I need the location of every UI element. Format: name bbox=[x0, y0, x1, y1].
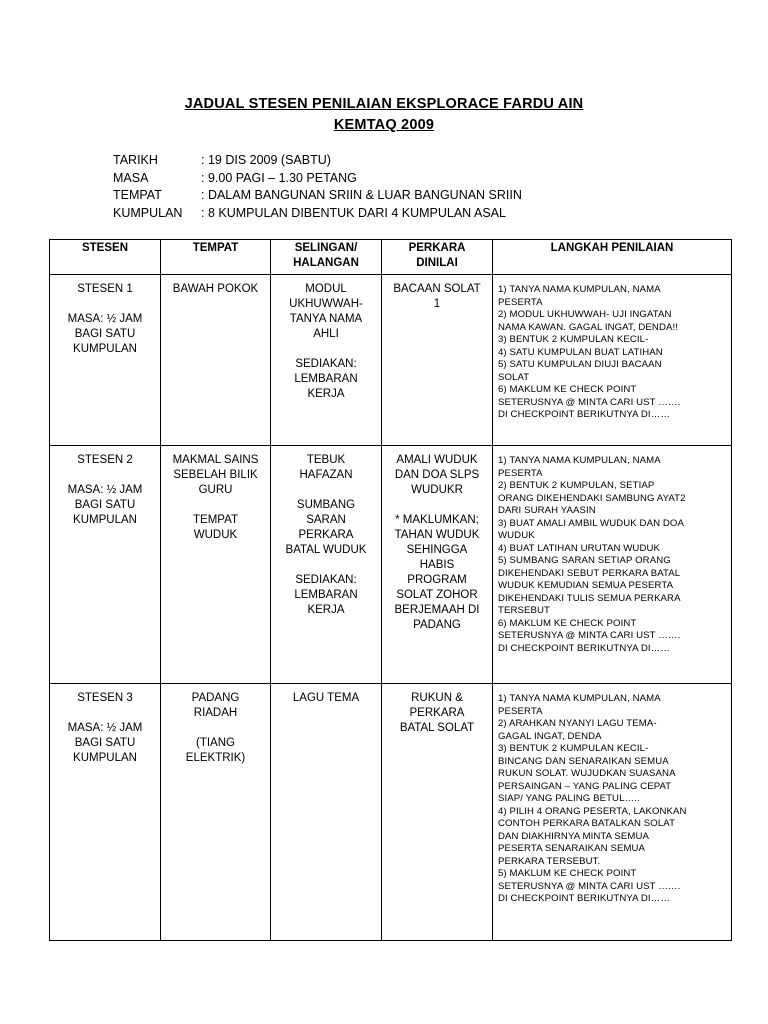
cell-line: DI CHECKPOINT BERIKUTNYA DI…… bbox=[498, 642, 671, 654]
cell-line: KUMPULAN bbox=[73, 752, 137, 764]
cell-line: HAFAZAN bbox=[299, 469, 353, 481]
cell-line: 2) ARAHKAN NYANYI LAGU TEMA- bbox=[498, 718, 657, 729]
info-row-tarikh bbox=[113, 152, 522, 170]
cell-line: RUKUN SOLAT. WUJUDKAN SUASANA bbox=[498, 768, 676, 779]
cell-line: STESEN 2 bbox=[77, 454, 133, 466]
table-row bbox=[50, 684, 732, 941]
tempat-cell bbox=[161, 275, 271, 446]
cell-line bbox=[274, 483, 378, 498]
cell-line: GURU bbox=[198, 484, 233, 496]
header-stesen: STESEN bbox=[50, 240, 161, 275]
document-subtitle: KEMTAQ 2009 bbox=[333, 117, 435, 133]
info-row-kumpulan bbox=[113, 205, 522, 223]
perkara-cell bbox=[382, 446, 493, 684]
document-title: JADUAL STESEN PENILAIAN EKSPLORACE FARDU AIN bbox=[184, 96, 584, 112]
info-value: : 19 DIS 2009 (SABTU) bbox=[201, 153, 331, 167]
table-header-row bbox=[50, 240, 732, 275]
cell-line: GAGAL INGAT, DENDA bbox=[498, 730, 602, 742]
header-perkara: PERKARA DINILAI bbox=[382, 240, 493, 275]
cell-line: BAGI SATU bbox=[74, 328, 136, 340]
stesen-cell bbox=[50, 446, 161, 684]
cell-line: SEDIAKAN: bbox=[295, 358, 357, 370]
cell-line: STESEN 3 bbox=[77, 692, 133, 704]
cell-line: 3) BUAT AMALI AMBIL WUDUK DAN DOA bbox=[498, 517, 684, 529]
cell-line: 5) SUMBANG SARAN SETIAP ORANG bbox=[498, 555, 671, 566]
cell-line: KUMPULAN bbox=[73, 514, 137, 526]
table-row bbox=[50, 446, 732, 684]
event-info bbox=[113, 152, 522, 222]
cell-line: PERSAINGAN – YANG PALING CEPAT bbox=[498, 780, 672, 792]
station-schedule-table bbox=[49, 239, 732, 941]
cell-line: AMALI WUDUK bbox=[396, 454, 478, 466]
cell-line: BINCANG DAN SENARAIKAN SEMUA bbox=[498, 755, 669, 767]
cell-line: BACAAN SOLAT bbox=[393, 283, 481, 295]
cell-line: ELEKTRIK) bbox=[185, 752, 246, 764]
cell-line: SOLAT ZOHOR bbox=[396, 589, 478, 601]
perkara-cell bbox=[382, 275, 493, 446]
cell-line: 3) BENTUK 2 KUMPULAN KECIL- bbox=[498, 743, 649, 754]
cell-line: DI CHECKPOINT BERIKUTNYA DI…… bbox=[498, 409, 671, 420]
cell-line: LEMBARAN bbox=[294, 373, 358, 385]
cell-line: RUKUN & bbox=[411, 692, 463, 704]
cell-line: PADANG bbox=[191, 692, 240, 704]
header-tempat: TEMPAT bbox=[161, 240, 271, 275]
cell-line: PESERTA SENARAIKAN SEMUA bbox=[498, 843, 646, 854]
cell-line: 4) PILIH 4 ORANG PESERTA, LAKONKAN bbox=[498, 805, 687, 817]
cell-line: LEMBARAN bbox=[294, 589, 358, 601]
cell-line: PESERTA bbox=[498, 467, 543, 479]
cell-line: PERKARA TERSEBUT. bbox=[498, 855, 601, 867]
cell-line: RIADAH bbox=[193, 707, 238, 719]
cell-line: BAGI SATU bbox=[74, 499, 136, 511]
header-selingan: SELINGAN/ HALANGAN bbox=[271, 240, 382, 275]
cell-line: PESERTA bbox=[498, 705, 543, 717]
cell-line: MODUL bbox=[305, 283, 347, 295]
cell-line: SOLAT bbox=[498, 371, 530, 383]
perkara-cell bbox=[382, 684, 493, 941]
cell-line: BERJEMAAH DI bbox=[394, 604, 480, 616]
cell-line: 4) BUAT LATIHAN URUTAN WUDUK bbox=[498, 542, 660, 554]
cell-line: TEBUK bbox=[306, 454, 346, 466]
cell-line: 6) MAKLUM KE CHECK POINT bbox=[498, 384, 637, 395]
langkah-cell bbox=[493, 684, 732, 941]
cell-line: TAHAN WUDUK bbox=[394, 529, 480, 541]
cell-line: TERSEBUT bbox=[498, 605, 550, 616]
selingan-cell bbox=[271, 275, 382, 446]
cell-line bbox=[274, 558, 378, 573]
cell-line: TANYA NAMA bbox=[289, 313, 363, 325]
cell-line: TEMPAT bbox=[193, 514, 238, 526]
cell-line: PERKARA bbox=[298, 529, 354, 541]
cell-line: BATAL SOLAT bbox=[399, 722, 475, 734]
cell-line: SEHINGGA bbox=[406, 544, 468, 556]
cell-line: 5) SATU KUMPULAN DIUJI BACAAN bbox=[498, 359, 662, 370]
langkah-cell bbox=[493, 275, 732, 446]
cell-line: 2) BENTUK 2 KUMPULAN, SETIAP bbox=[498, 480, 655, 491]
cell-line: 4) SATU KUMPULAN BUAT LATIHAN bbox=[498, 346, 663, 358]
cell-line: WUDUK bbox=[193, 529, 238, 541]
cell-line: BAWAH POKOK bbox=[172, 283, 259, 295]
cell-line: CONTOH PERKARA BATALKAN SOLAT bbox=[498, 818, 676, 829]
cell-line: BATAL WUDUK bbox=[285, 544, 367, 556]
cell-line: MAKMAL SAINS bbox=[172, 454, 259, 466]
stesen-cell bbox=[50, 684, 161, 941]
info-value: : DALAM BANGUNAN SRIIN & LUAR BANGUNAN SRIIN bbox=[201, 188, 522, 202]
cell-line: LAGU TEMA bbox=[292, 692, 360, 704]
info-label: MASA bbox=[113, 170, 149, 185]
cell-line: PERKARA bbox=[409, 707, 465, 719]
cell-line: MASA: ½ JAM bbox=[67, 722, 143, 734]
cell-line: AHLI bbox=[313, 328, 339, 340]
cell-line: SETERUSNYA @ MINTA CARI UST ……. bbox=[498, 396, 681, 408]
cell-line: 5) MAKLUM KE CHECK POINT bbox=[498, 868, 637, 879]
info-row-masa bbox=[113, 170, 522, 188]
cell-line: DARI SURAH YAASIN bbox=[498, 505, 596, 516]
cell-line bbox=[164, 498, 267, 513]
table-row bbox=[50, 275, 732, 446]
langkah-cell bbox=[493, 446, 732, 684]
cell-line: SETERUSNYA @ MINTA CARI UST ……. bbox=[498, 630, 681, 641]
cell-line: 1) TANYA NAMA KUMPULAN, NAMA bbox=[498, 284, 661, 295]
cell-line bbox=[53, 297, 157, 312]
cell-line: ORANG DIKEHENDAKI SAMBUNG AYAT2 bbox=[498, 492, 686, 504]
cell-line: DIKEHENDAKI TULIS SEMUA PERKARA bbox=[498, 592, 681, 604]
cell-line: DI CHECKPOINT BERIKUTNYA DI…… bbox=[498, 893, 671, 904]
cell-line: 6) MAKLUM KE CHECK POINT bbox=[498, 617, 637, 629]
info-label: KUMPULAN bbox=[113, 205, 183, 220]
cell-line: WUDUKR bbox=[411, 484, 463, 496]
cell-line: 3) BENTUK 2 KUMPULAN KECIL- bbox=[498, 334, 649, 345]
cell-line bbox=[385, 498, 489, 513]
cell-line: SETERUSNYA @ MINTA CARI UST ……. bbox=[498, 880, 681, 892]
cell-line bbox=[53, 706, 157, 721]
cell-line bbox=[164, 721, 267, 736]
stesen-cell bbox=[50, 275, 161, 446]
cell-line bbox=[53, 468, 157, 483]
tempat-cell bbox=[161, 446, 271, 684]
info-label: TEMPAT bbox=[113, 188, 162, 202]
selingan-cell bbox=[271, 446, 382, 684]
cell-line: 1 bbox=[433, 298, 441, 310]
cell-line: SUMBANG bbox=[296, 499, 356, 511]
cell-line: DIKEHENDAKI SEBUT PERKARA BATAL bbox=[498, 567, 681, 579]
cell-line: SEBELAH BILIK bbox=[173, 469, 258, 481]
cell-line: KUMPULAN bbox=[73, 343, 137, 355]
info-label: TARIKH bbox=[113, 153, 158, 167]
header-langkah: LANGKAH PENILAIAN bbox=[493, 240, 732, 275]
info-value: : 9.00 PAGI – 1.30 PETANG bbox=[201, 170, 357, 185]
cell-line: SIAP/ YANG PALING BETUL….. bbox=[498, 793, 640, 804]
cell-line: MASA: ½ JAM bbox=[67, 313, 143, 325]
cell-line: WUDUK bbox=[498, 530, 535, 541]
cell-line: KERJA bbox=[307, 388, 345, 400]
cell-line bbox=[274, 342, 378, 357]
cell-line: NAMA KAWAN. GAGAL INGAT, DENDA!! bbox=[498, 321, 679, 333]
info-value: : 8 KUMPULAN DIBENTUK DARI 4 KUMPULAN ASAL bbox=[201, 205, 506, 220]
cell-line: HABIS bbox=[419, 559, 455, 571]
cell-line: KERJA bbox=[307, 604, 345, 616]
cell-line: BAGI SATU bbox=[74, 737, 136, 749]
cell-line: * MAKLUMKAN; bbox=[395, 514, 479, 526]
selingan-cell bbox=[271, 684, 382, 941]
cell-line: 1) TANYA NAMA KUMPULAN, NAMA bbox=[498, 455, 661, 466]
cell-line: DAN DIAKHIRNYA MINTA SEMUA bbox=[498, 830, 649, 842]
cell-line: STESEN 1 bbox=[77, 283, 133, 295]
info-row-tempat bbox=[113, 187, 522, 205]
cell-line: UKHUWWAH- bbox=[289, 298, 363, 310]
cell-line: 2) MODUL UKHUWWAH- UJI INGATAN bbox=[498, 309, 672, 320]
cell-line: WUDUK KEMUDIAN SEMUA PESERTA bbox=[498, 580, 674, 591]
cell-line: PESERTA bbox=[498, 296, 543, 308]
tempat-cell bbox=[161, 684, 271, 941]
cell-line: SEDIAKAN: bbox=[295, 574, 357, 586]
cell-line: DAN DOA SLPS bbox=[394, 469, 480, 481]
cell-line: MASA: ½ JAM bbox=[67, 484, 143, 496]
cell-line: SARAN bbox=[306, 514, 346, 526]
cell-line: PADANG bbox=[413, 619, 461, 631]
cell-line: 1) TANYA NAMA KUMPULAN, NAMA bbox=[498, 693, 661, 704]
cell-line: PROGRAM bbox=[407, 574, 467, 586]
cell-line: (TIANG bbox=[196, 737, 235, 749]
